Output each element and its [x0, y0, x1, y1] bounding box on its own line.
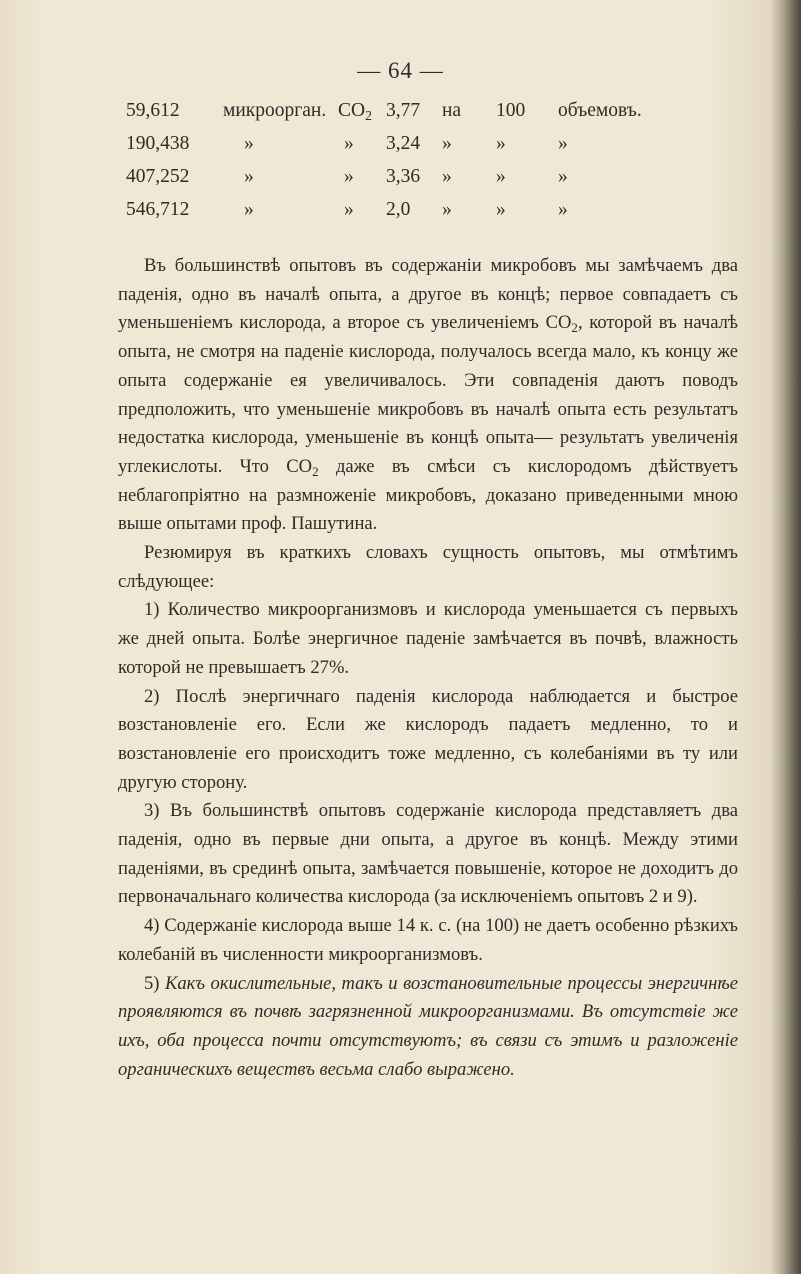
conclusion-2: 2) Послѣ энергичнаго паденiя кислорода наблюдается и быстрое возстановленiе его. Если же кислородъ падаетъ медленно, то и возстановленiе его происходитъ тоже медленно, съ колебанiями въ ту или другую сторону.: [118, 685, 738, 793]
table-cell-count: 190,438: [126, 133, 190, 154]
conclusion-1: 1) Количество микроорганизмовъ и кислорода уменьшается съ первыхъ же дней опыта. Болѣе энергичное паденiе замѣчается въ почвѣ, влажность которой не превышаетъ 27%.: [118, 599, 738, 678]
paragraph-text: Въ большинствѣ опытовъ въ содержанiи микробовъ мы замѣчаемъ два паденiя, одно въ началѣ опыта, а другое въ концѣ; первое совпадаетъ съ уменьшенiемъ кислорода, а второе съ увеличенiемъ CO: [118, 255, 738, 334]
table-cell-on: на: [442, 100, 462, 121]
table-cell-label: микроорган.: [223, 100, 327, 121]
conclusion-3: 3) Въ большинствѣ опытовъ содержанiе кислорода представляетъ два паденiя, одно въ первые дни опыта, а другое въ концѣ. Между этими паденiями, въ срединѣ опыта, замѣчается повышенiе, которое не доходитъ до первоначальнаго количества кислорода (за исключенiемъ опытовъ 2 и 9).: [118, 800, 738, 908]
table-cell-co2: [338, 100, 372, 122]
paragraph-summary-intro: Резюмируя въ краткихъ словахъ сущность опытовъ, мы отмѣтимъ слѣдующее:: [118, 542, 738, 592]
table-cell-hundred: »: [496, 199, 506, 220]
paragraph-observations: [118, 252, 738, 539]
table-cell-co2: »: [344, 199, 354, 220]
table-cell-unit: »: [558, 133, 568, 154]
table-cell-unit: »: [558, 166, 568, 187]
table-cell-label: »: [244, 166, 254, 187]
table-cell-value: 3,77: [386, 100, 421, 121]
table-cell-on: »: [442, 199, 452, 220]
table-cell-hundred: 100: [496, 100, 526, 121]
table-cell-label: »: [244, 133, 254, 154]
conclusion-italic-text: Какъ окислительные, такъ и возстановительные процессы энергичнѣе проявляются въ почвѣ загрязненной микроорганизмами. Въ отсутствiе же ихъ, оба процесса почти отсутствуютъ; въ связи съ этимъ и разложенiе органическихъ веществъ весьма слабо выражено.: [118, 972, 738, 1080]
page-number: — 64 —: [357, 58, 444, 83]
table-cell-value: 2,0: [386, 199, 411, 220]
paragraph-text: , которой въ началѣ опыта, не смотря на паденiе кислорода, получалось всегда мало, къ концу же опыта содержанiе ея увеличивалось. Эти совпаденiя даютъ поводъ предположить, что уменьшенiе микробовъ въ началѣ опыта есть результатъ недостатка кислорода, уменьшенiе въ концѣ опыта— результатъ увеличенiя углекислоты. Что CO: [118, 312, 738, 477]
table-cell-value: 3,36: [386, 166, 421, 187]
table-cell-unit: объемовъ.: [558, 100, 642, 121]
conclusion-4: 4) Содержанiе кислорода выше 14 к. с. (на 100) не даетъ особенно рѣзкихъ колебанiй въ численности микроорганизмовъ.: [118, 915, 738, 965]
table-cell-label: »: [244, 199, 254, 220]
table-cell-unit: »: [558, 199, 568, 220]
table-cell-co2: »: [344, 166, 354, 187]
co2-symbol: CO: [338, 100, 366, 121]
table-cell-on: »: [442, 133, 452, 154]
table-cell-on: »: [442, 166, 452, 187]
table-cell-count: 546,712: [126, 199, 190, 220]
co2-subscript: 2: [365, 108, 372, 124]
paragraph-text: даже въ смѣси съ кислородомъ дѣйствуетъ неблагопрiятно на размноженiе микробовъ, доказано приведенными мною выше опытами проф. Пашутина.: [118, 455, 738, 535]
table-cell-co2: »: [344, 133, 354, 154]
table-cell-value: 3,24: [386, 133, 421, 154]
conclusion-5: [118, 970, 738, 1085]
co2-subscript: 2: [571, 320, 578, 336]
conclusion-number: 5): [144, 972, 166, 994]
table-cell-count: 407,252: [126, 166, 190, 187]
table-cell-hundred: »: [496, 166, 506, 187]
co2-subscript: 2: [312, 463, 319, 479]
table-cell-hundred: »: [496, 133, 506, 154]
table-cell-count: 59,612: [126, 100, 180, 121]
binding-edge: [771, 0, 801, 1274]
body-text: [118, 252, 738, 1084]
